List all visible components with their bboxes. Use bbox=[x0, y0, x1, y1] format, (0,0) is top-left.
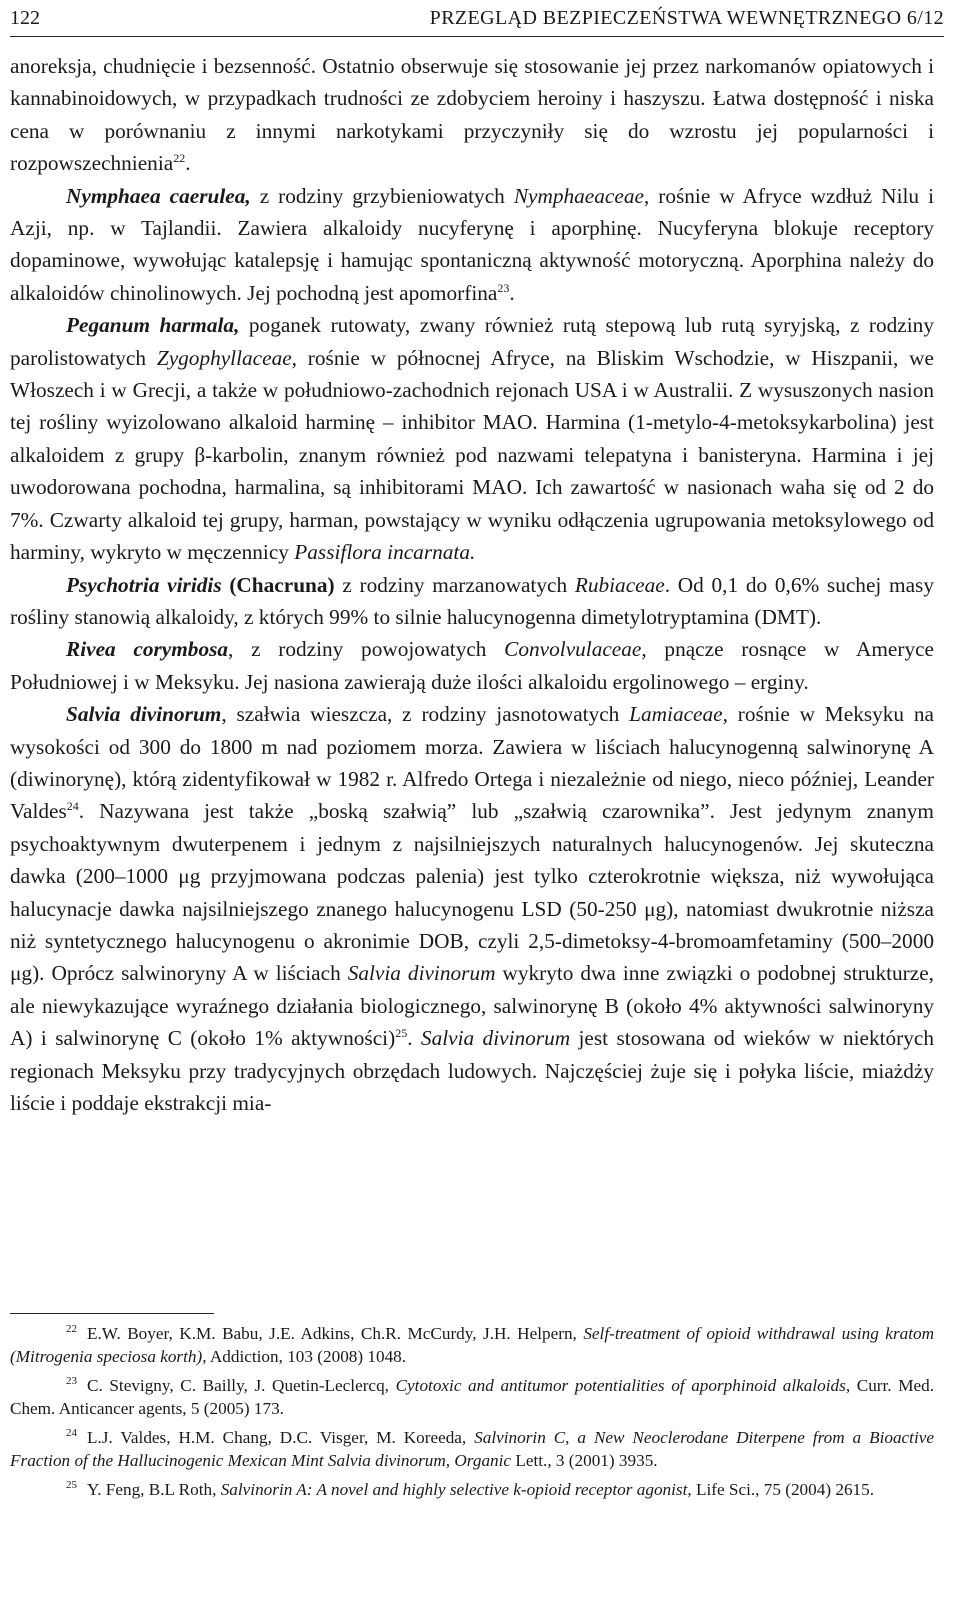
footnote-ref: 23 bbox=[66, 1375, 77, 1388]
body-paragraph bbox=[10, 698, 934, 1119]
emphasis-text: Convolvulaceae, bbox=[504, 637, 647, 662]
text-run: z rodziny grzybieniowatych bbox=[250, 183, 514, 208]
emphasis-text: Salvia divinorum bbox=[420, 1026, 571, 1051]
footnote bbox=[10, 1426, 934, 1472]
text-run: , Curr. Med. Chem. Anticancer agents, 5 (2005) 173. bbox=[10, 1376, 935, 1418]
footnote-ref: 24 bbox=[66, 799, 79, 814]
text-run: rośnie w Meksyku na wysokości od 300 do 1800 m nad poziomem morza. Zawiera w liściach halucynogenną salwinorynę A (diwinorynę), którą zidentyfikował w 1982 r. Alfredo Ortega i niezależnie od niego, nieco później, Leander Valdes bbox=[10, 702, 934, 824]
text-run: pnącze rosnące w Ameryce Południowej i w Meksyku. Jej nasiona zawierają duże ilości alkaloidu ergolinowego – erginy. bbox=[10, 637, 934, 694]
text-run: , rośnie w Afryce wzdłuż Nilu i Azji, np. w Tajlandii. Zawiera alkaloidy nucyferynę i aporphinę. Nucyferyna blokuje receptory dopaminowe, wywołując katalepsję i hamując spontaniczną aktywność motoryczną. Aporphina należy do alkaloidów chinolinowych. Jej pochodną jest apomorfina bbox=[10, 183, 934, 305]
footnote-ref: 23 bbox=[497, 280, 510, 295]
text-run: , Addiction, 103 (2008) 1048. bbox=[202, 1347, 407, 1366]
body-paragraph bbox=[10, 569, 934, 634]
body-text bbox=[10, 50, 934, 1119]
footnote bbox=[10, 1374, 934, 1420]
emphasis-text: Rivea corymbosa bbox=[66, 637, 229, 662]
emphasis-text: Salvia divinorum bbox=[66, 702, 222, 727]
text-run: Lett., 3 (2001) 3935. bbox=[511, 1451, 658, 1470]
text-run: C. Stevigny, C. Bailly, J. Quetin-Leclercq, bbox=[87, 1376, 396, 1395]
text-run: Y. Feng, B.L Roth, bbox=[87, 1480, 221, 1499]
emphasis-text: Cytotoxic and antitumor potentialities of aporphinoid alkaloids bbox=[395, 1376, 846, 1395]
emphasis-text: Rubiaceae bbox=[574, 572, 665, 597]
journal-title: PRZEGLĄD BEZPIECZEŃSTWA WEWNĘTRZNEGO 6/12 bbox=[429, 7, 944, 29]
text-run: . bbox=[407, 1026, 421, 1051]
body-paragraph bbox=[10, 180, 934, 310]
footnote-ref: 25 bbox=[66, 1479, 77, 1492]
text-run: L.J. Valdes, H.M. Chang, D.C. Visger, M. Koreeda, bbox=[87, 1428, 475, 1447]
emphasis-text: Zygophyllaceae, bbox=[156, 345, 297, 370]
header-rule bbox=[10, 36, 944, 37]
text-run: . Od 0,1 do 0,6% suchej masy rośliny stanowią alkaloidy, z których 99% to silnie halucynogenna dimetylotryptamina (DMT). bbox=[10, 572, 934, 629]
emphasis-text: Peganum harmala, bbox=[66, 313, 240, 338]
text-run: anoreksja, chudnięcie i bezsenność. Ostatnio obserwuje się stosowanie jej przez narkomanów opiatowych i kannabinoidowych, w przypadkach trudności ze zdobyciem heroiny i haszyszu. Łatwa dostępność i niska cena w porównaniu z innymi narkotykami przyczyniły się do wzrostu jej popularności i rozpowszechnienia bbox=[10, 54, 934, 176]
text-run: , z rodziny powojowatych bbox=[228, 637, 505, 662]
emphasis-text: Passiflora incarnata. bbox=[294, 540, 476, 565]
emphasis-text: Salvia divinorum bbox=[347, 961, 496, 986]
footnote-ref: 25 bbox=[395, 1026, 408, 1041]
footnote bbox=[10, 1322, 934, 1368]
text-run: z rodziny marzanowatych bbox=[334, 572, 575, 597]
body-paragraph bbox=[10, 309, 934, 568]
emphasis-text: Salvinorin C, a New Neoclerodane Diterpene from a Bioactive Fraction of the Hallucinogenic Mexican Mint Salvia divinorum, Organic bbox=[10, 1428, 934, 1470]
footnote-ref: 22 bbox=[66, 1323, 77, 1336]
text-run: rośnie w północnej Afryce, na Bliskim Wschodzie, w Hiszpanii, we Włoszech i w Grecji, a także w południowo-zachodnich rejonach USA i w Australii. Z wysuszonych nasion tej rośliny wyizolowano alkaloid harminę – inhibitor MAO. Harmina (1-metylo-4-metoksykarbolina) jest alkaloidem z grupy β-karbolin, znanym również pod nazwami telepatyna i banisteryna. Harmina i jej uwodorowana pochodna, harmalina, są inhibitorami MAO. Ich zawartość w nasionach waha się od 2 do 7%. Czwarty alkaloid tej grupy, harman, powstający w wyniku odłączenia ugrupowania metoksylowego od harminy, wykryto w męczennicy bbox=[10, 345, 934, 565]
running-header bbox=[10, 2, 944, 30]
text-run: . bbox=[185, 151, 191, 176]
page-number: 122 bbox=[10, 7, 40, 29]
emphasis-text: Lamiaceae, bbox=[629, 702, 728, 727]
text-run: . bbox=[509, 280, 515, 305]
text-run: wykryto dwa inne związki o podobnej strukturze, ale niewykazujące wyraźnego działania biologicznego, salwinorynę B (około 4% aktywności salwinoryny A) i salwinorynę C (około 1% aktywności) bbox=[10, 961, 934, 1051]
text-run: . Nazywana jest także „boską szałwią” lub „szałwią czarownika”. Jest jedynym znanym psychoaktywnym dwuterpenem i jednym z najsilniejszych naturalnych halucynogenów. Jej skuteczna dawka (200–1000 μg przyjmowana podczas palenia) jest tylko czterokrotnie większa, niż wywołująca halucynacje dawka najsilniejszego znanego halucynogenu LSD (50-250 μg), natomiast dwukrotnie niższa niż syntetycznego halucynogenu o akronimie DOB, czyli 2,5-dimetoksy-4-bromoamfetaminy (500–2000 μg). Oprócz salwinoryny A w liściach bbox=[10, 799, 934, 986]
body-paragraph bbox=[10, 633, 934, 698]
emphasis-text: Nymphaeaceae bbox=[513, 183, 644, 208]
footnotes bbox=[10, 1322, 934, 1507]
footnote-ref: 22 bbox=[173, 151, 186, 166]
footnote-ref: 24 bbox=[66, 1427, 77, 1440]
emphasis-text: Self-treatment of opioid withdrawal using kratom (Mitrogenia speciosa korth) bbox=[10, 1324, 935, 1366]
footnote bbox=[10, 1478, 934, 1501]
text-run: E.W. Boyer, K.M. Babu, J.E. Adkins, Ch.R. McCurdy, J.H. Helpern, bbox=[87, 1324, 584, 1343]
text-run: , Life Sci., 75 (2004) 2615. bbox=[687, 1480, 875, 1499]
text-run: jest stosowana od wieków w niektórych regionach Meksyku przy tradycyjnych obrzędach ludowych. Najczęściej żuje się i połyka liście, miażdży liście i poddaje ekstrakcji mia- bbox=[10, 1026, 934, 1115]
emphasis-text: Psychotria viridis bbox=[66, 572, 222, 597]
text-run: poganek rutowaty, zwany również rutą stepową lub rutą syryjską, z rodziny parolistowatych bbox=[10, 313, 934, 370]
emphasis-text: (Chacruna) bbox=[229, 572, 335, 597]
footnote-rule bbox=[10, 1313, 214, 1314]
text-run: , szałwia wieszcza, z rodziny jasnotowatych bbox=[221, 702, 630, 727]
emphasis-text: Nymphaea caerulea, bbox=[66, 183, 251, 208]
emphasis-text: Salvinorin A: A novel and highly selective k-opioid receptor agonist bbox=[220, 1480, 688, 1499]
body-paragraph bbox=[10, 50, 934, 180]
